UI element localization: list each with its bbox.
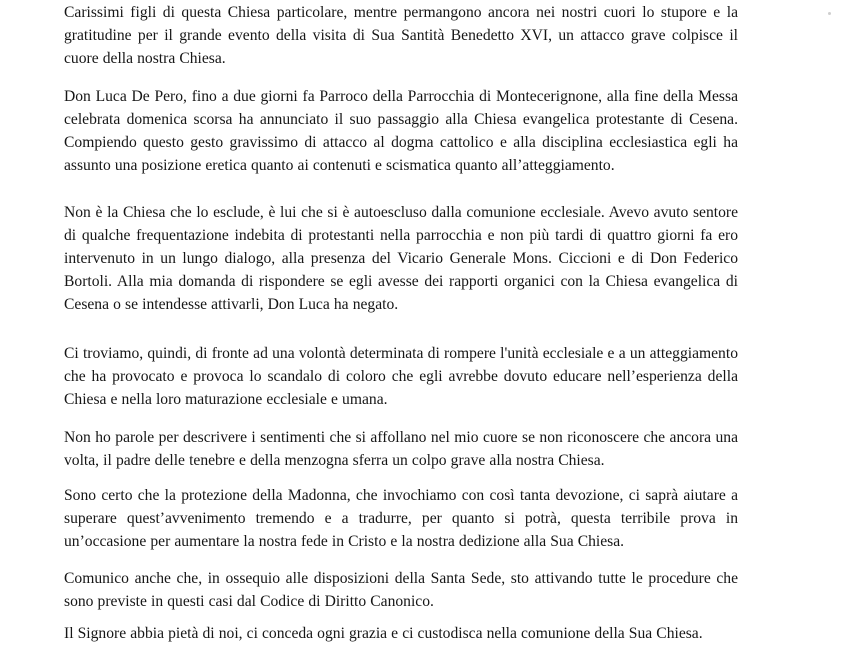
paragraph-will-to-break-unity: Ci troviamo, quindi, di fronte ad una volontà determinata di rompere l'unità ecclesiale e a un atteggiamento che ha provocato e provoca lo scandalo di coloro che egli avrebbe dovuto educare nell’esperienza della Chiesa e nella loro maturazione ecclesiale e umana. xyxy=(64,345,738,408)
paragraph-canonical-procedures: Comunico anche che, in ossequio alle disposizioni della Santa Sede, sto attivando tutte le procedure che sono previste in questi casi dal Codice di Diritto Canonico. xyxy=(64,570,738,610)
paragraph-protection-madonna: Sono certo che la protezione della Madonna, che invochiamo con così tanta devozione, ci saprà aiutare a superare quest’avvenimento tremendo e a tradurre, per quanto si potrà, questa terribile prova in un’occasione per aumentare la nostra fede in Cristo e la nostra dedizione alla Sua Chiesa. xyxy=(64,487,738,550)
scan-speck xyxy=(828,12,831,15)
paragraph-greeting: Carissimi figli di questa Chiesa particolare, mentre permangono ancora nei nostri cuori lo stupore e la gratitudine per il grande evento della visita di Sua Santità Benedetto XVI, un attacco grave colpisce il cuore della nostra Chiesa. xyxy=(64,4,738,67)
paragraph-self-exclusion: Non è la Chiesa che lo esclude, è lui che si è autoescluso dalla comunione ecclesiale. Avevo avuto sentore di qualche frequentazione indebita di protestanti nella parrocchia e non più tardi di quattro giorni fa ero intervenuto in un lungo dialogo, alla presenza del Vicario Generale Mons. Ciccioni e di Don Federico Bortoli. Alla mia domanda di rispondere se egli avesse dei rapporti organici con la Chiesa evangelica di Cesena o se intendesse attivarli, Don Luca ha negato. xyxy=(64,204,738,313)
paragraph-announcement: Don Luca De Pero, fino a due giorni fa Parroco della Parrocchia di Montecerignone, alla fine della Messa celebrata domenica scorsa ha annunciato il suo passaggio alla Chiesa evangelica protestante di Cesena. Compiendo questo gesto gravissimo di attacco al dogma cattolico e alla disciplina ecclesiastica egli ha assunto una posizione eretica quanto ai contenuti e scismatica quanto all’atteggiamento. xyxy=(64,88,738,174)
paragraph-cut-off-closing: Il Signore abbia pietà di noi, ci conceda ogni grazia e ci custodisca nella comunione della Sua Chiesa. xyxy=(64,625,703,642)
paragraph-feelings: Non ho parole per descrivere i sentimenti che si affollano nel mio cuore se non riconoscere che ancora una volta, il padre delle tenebre e della menzogna sferra un colpo grave alla nostra Chiesa. xyxy=(64,429,738,469)
